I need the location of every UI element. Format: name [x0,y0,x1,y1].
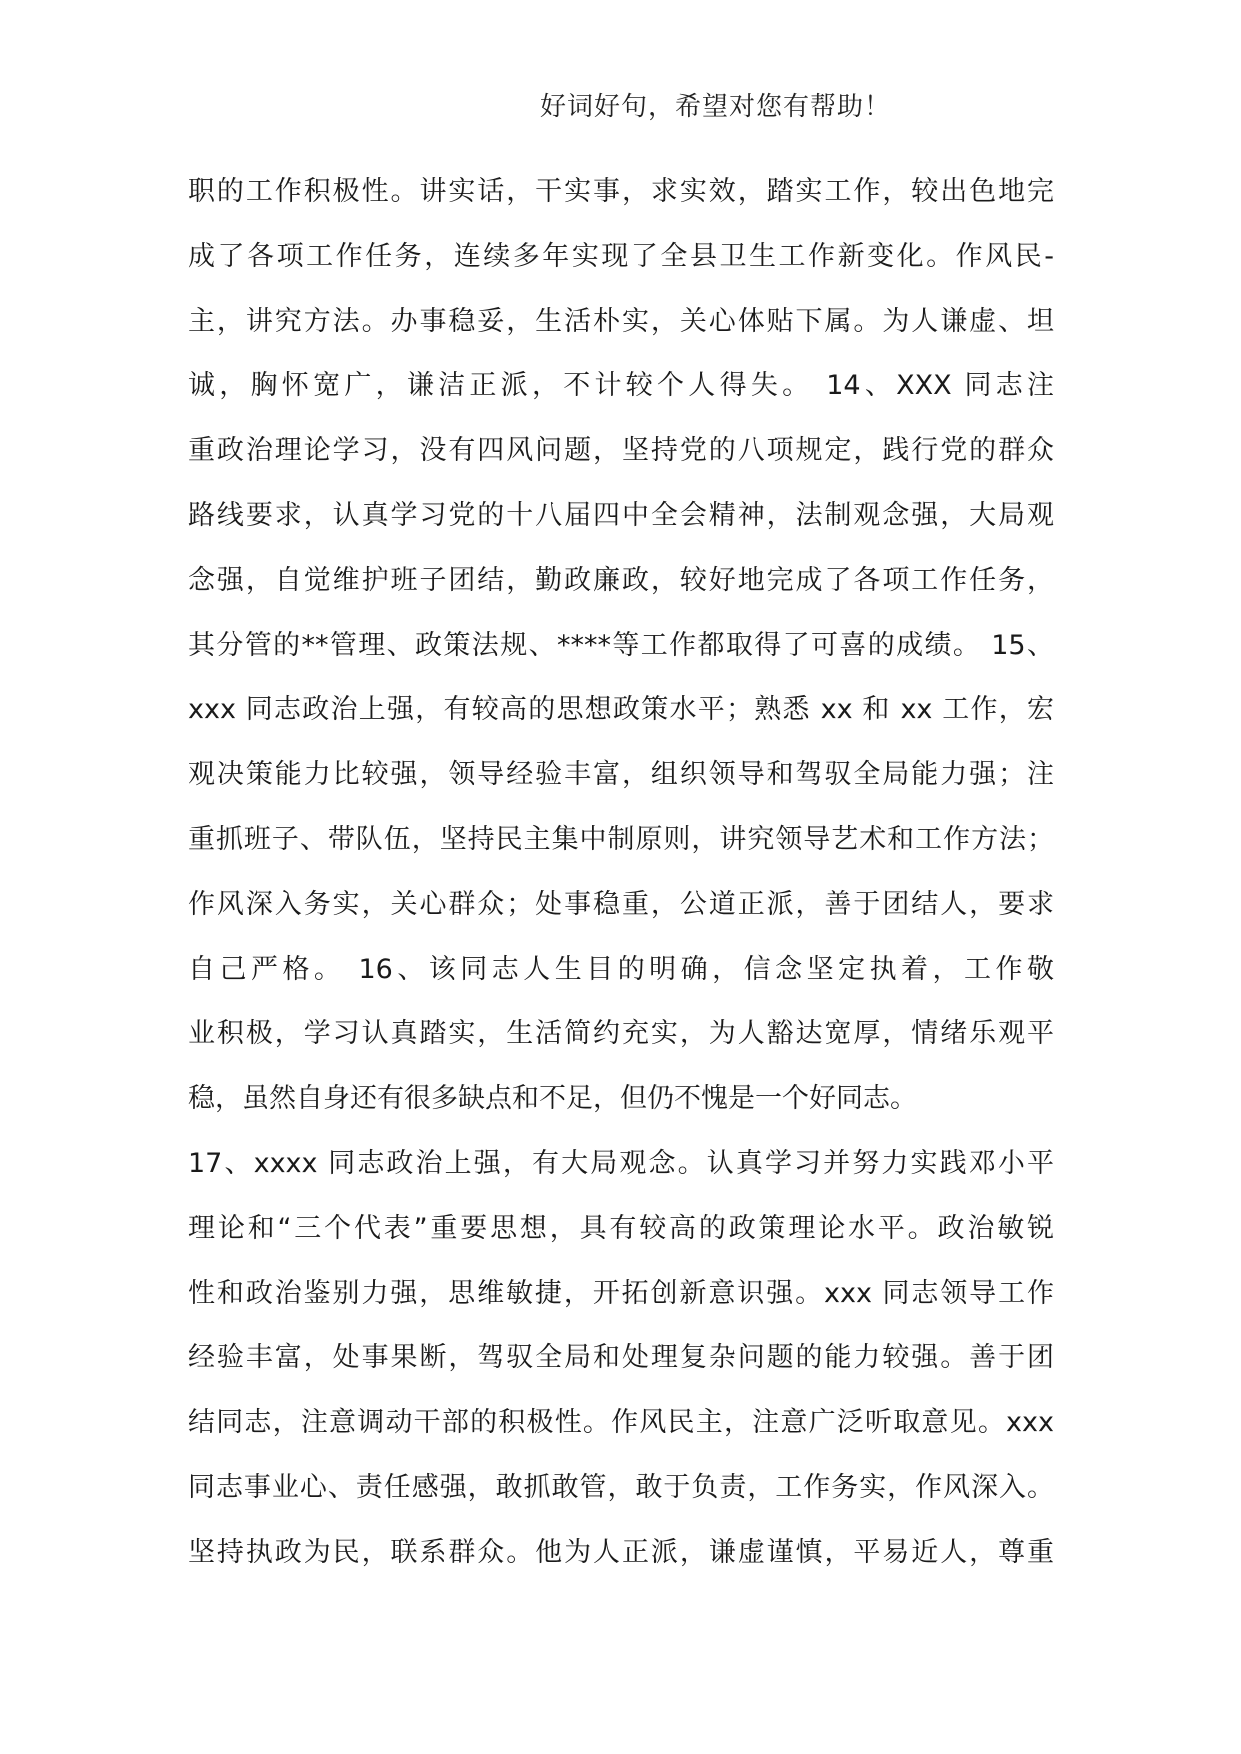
text-line: 主，讲究方法。办事稳妥，生活朴实，关心体贴下属。为人谦虚、坦 [188,305,1054,337]
text-line: 观决策能力比较强，领导经验丰富，组织领导和驾驭全局能力强；注 [188,759,1054,791]
text-line: 业积极，学习认真踏实，生活简约充实，为人豁达宽厚，情绪乐观平 [188,1018,1054,1050]
text-line: 作风深入务实，关心群众；处事稳重，公道正派，善于团结人，要求 [188,888,1054,920]
text-line: 经验丰富，处事果断，驾驭全局和处理复杂问题的能力较强。善于团 [188,1342,1054,1374]
text-line: 17、xxxx 同志政治上强，有大局观念。认真学习并努力实践邓小平 [188,1147,1054,1179]
text-line: 成了各项工作任务，连续多年实现了全县卫生工作新变化。作风民- [188,240,1054,272]
text-line: 路线要求，认真学习党的十八届四中全会精神，法制观念强，大局观 [188,499,1054,531]
text-line: 理论和“三个代表”重要思想，具有较高的政策理论水平。政治敏锐 [188,1212,1054,1244]
text-line: 稳，虽然自身还有很多缺点和不足，但仍不愧是一个好同志。 [188,1083,917,1115]
text-line: 性和政治鉴别力强，思维敏捷，开拓创新意识强。xxx 同志领导工作 [188,1277,1054,1309]
text-line: 同志事业心、责任感强，敢抓敢管，敢于负责，工作务实，作风深入。 [188,1471,1054,1503]
text-line: 其分管的**管理、政策法规、****等工作都取得了可喜的成绩。 15、 [188,629,1054,661]
text-line: 结同志，注意调动干部的积极性。作风民主，注意广泛听取意见。xxx [188,1407,1054,1439]
text-line: 重抓班子、带队伍，坚持民主集中制原则，讲究领导艺术和工作方法； [188,823,1054,855]
text-line: 重政治理论学习，没有四风问题，坚持党的八项规定，践行党的群众 [188,435,1054,467]
text-line: 念强，自觉维护班子团结，勤政廉政，较好地完成了各项工作任务， [188,564,1054,596]
text-line: 自己严格。 16、该同志人生目的明确，信念坚定执着，工作敬 [188,953,1054,985]
text-line: 职的工作积极性。讲实话，干实事，求实效，踏实工作，较出色地完 [188,176,1054,207]
document-body [188,160,1054,1586]
text-line: xxx 同志政治上强，有较高的思想政策水平；熟悉 xx 和 xx 工作，宏 [188,694,1054,726]
text-line: 诚，胸怀宽广，谦洁正派，不计较个人得失。 14、XXX 同志注 [188,370,1054,402]
page-header: 好词好句，希望对您有帮助！ [539,92,891,122]
text-line: 坚持执政为民，联系群众。他为人正派，谦虚谨慎，平易近人，尊重 [188,1536,1054,1568]
